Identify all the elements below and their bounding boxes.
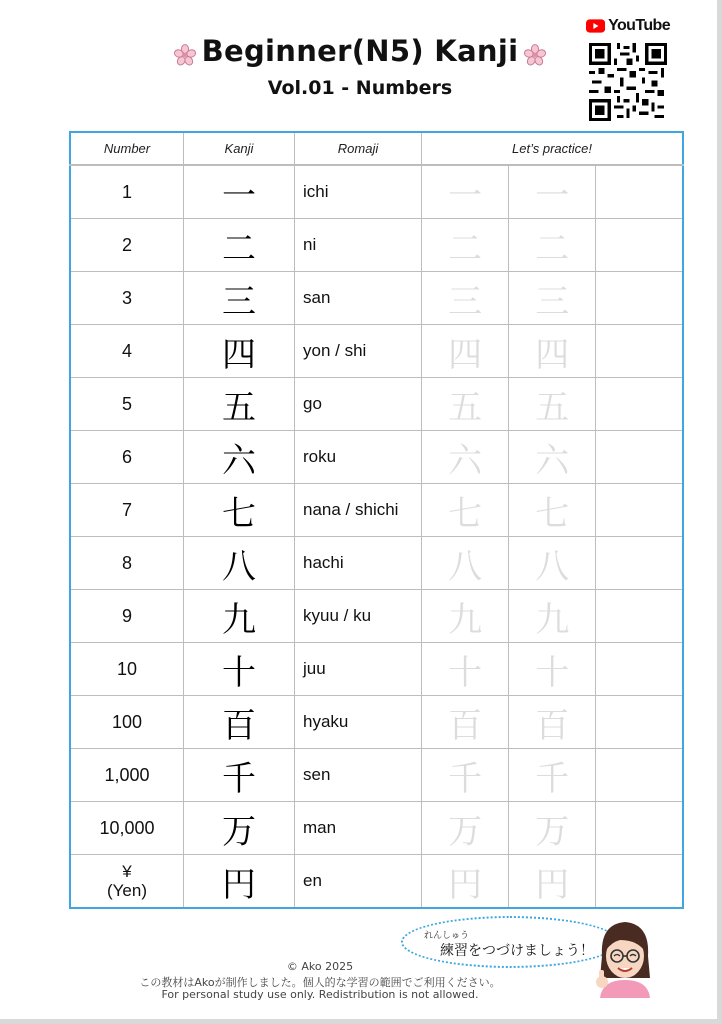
kanji-cell: 万	[184, 802, 295, 855]
romaji-cell: hyaku	[295, 696, 422, 749]
trace-practice-cell[interactable]: 十	[509, 643, 596, 696]
blank-practice-cell[interactable]	[596, 590, 683, 643]
kanji-cell: 六	[184, 431, 295, 484]
trace-practice-cell[interactable]: 六	[509, 431, 596, 484]
table-row	[70, 431, 683, 484]
column-header-romaji: Romaji	[295, 132, 422, 165]
number-cell: 2	[70, 219, 184, 272]
kanji-cell: 四	[184, 325, 295, 378]
trace-practice-cell[interactable]: 万	[422, 802, 509, 855]
title-text: Beginner(N5) Kanji	[201, 34, 519, 68]
table-row	[70, 537, 683, 590]
romaji-cell: ni	[295, 219, 422, 272]
table-row	[70, 855, 683, 909]
furigana-reading: れんしゅう	[424, 931, 470, 941]
blank-practice-cell[interactable]	[596, 802, 683, 855]
romaji-cell: kyuu / ku	[295, 590, 422, 643]
teacher-avatar	[590, 916, 660, 998]
trace-practice-cell[interactable]: 一	[509, 165, 596, 219]
romaji-cell: ichi	[295, 165, 422, 219]
trace-practice-cell[interactable]: 九	[422, 590, 509, 643]
trace-practice-cell[interactable]: 九	[509, 590, 596, 643]
kanji-cell: 九	[184, 590, 295, 643]
romaji-cell: roku	[295, 431, 422, 484]
number-cell: 4	[70, 325, 184, 378]
number-cell: 6	[70, 431, 184, 484]
column-header-practice: Let’s practice!	[422, 132, 684, 165]
trace-practice-cell[interactable]: 四	[509, 325, 596, 378]
romaji-cell: san	[295, 272, 422, 325]
page-title	[150, 34, 570, 68]
copyright-text: © Ako 2025	[286, 960, 354, 973]
trace-practice-cell[interactable]: 千	[509, 749, 596, 802]
trace-practice-cell[interactable]: 十	[422, 643, 509, 696]
number-cell: ¥ (Yen)	[70, 855, 184, 909]
trace-practice-cell[interactable]: 三	[509, 272, 596, 325]
sakura-flower-icon	[174, 39, 196, 61]
number-cell: 1,000	[70, 749, 184, 802]
table-row	[70, 272, 683, 325]
number-cell: 9	[70, 590, 184, 643]
trace-practice-cell[interactable]: 五	[422, 378, 509, 431]
romaji-cell: sen	[295, 749, 422, 802]
romaji-cell: nana / shichi	[295, 484, 422, 537]
trace-practice-cell[interactable]: 三	[422, 272, 509, 325]
kanji-cell: 千	[184, 749, 295, 802]
kanji-cell: 二	[184, 219, 295, 272]
trace-practice-cell[interactable]: 一	[422, 165, 509, 219]
table-row	[70, 696, 683, 749]
usage-note-english: For personal study use only. Redistribution is not allowed.	[161, 988, 479, 1001]
blank-practice-cell[interactable]	[596, 537, 683, 590]
romaji-cell: go	[295, 378, 422, 431]
trace-practice-cell[interactable]: 六	[422, 431, 509, 484]
youtube-play-icon	[586, 17, 605, 35]
number-cell: 100	[70, 696, 184, 749]
kanji-cell: 三	[184, 272, 295, 325]
trace-practice-cell[interactable]: 四	[422, 325, 509, 378]
romaji-cell: en	[295, 855, 422, 909]
table-row	[70, 643, 683, 696]
romaji-cell: man	[295, 802, 422, 855]
table-row	[70, 325, 683, 378]
blank-practice-cell[interactable]	[596, 484, 683, 537]
number-cell: 1	[70, 165, 184, 219]
sakura-flower-icon	[524, 39, 546, 61]
romaji-cell: juu	[295, 643, 422, 696]
qr-code-icon[interactable]	[589, 43, 667, 121]
table-row	[70, 165, 683, 219]
blank-practice-cell[interactable]	[596, 855, 683, 909]
kanji-practice-table	[69, 131, 684, 909]
blank-practice-cell[interactable]	[596, 219, 683, 272]
blank-practice-cell[interactable]	[596, 325, 683, 378]
kanji-cell: 一	[184, 165, 295, 219]
trace-practice-cell[interactable]: 二	[509, 219, 596, 272]
kanji-cell: 八	[184, 537, 295, 590]
number-cell: 8	[70, 537, 184, 590]
trace-practice-cell[interactable]: 二	[422, 219, 509, 272]
blank-practice-cell[interactable]	[596, 378, 683, 431]
trace-practice-cell[interactable]: 八	[509, 537, 596, 590]
table-row	[70, 378, 683, 431]
trace-practice-cell[interactable]: 八	[422, 537, 509, 590]
usage-note-japanese: この教材はAkoが制作しました。個人的な学習の範囲でご利用ください。	[139, 976, 501, 989]
number-cell: 7	[70, 484, 184, 537]
number-cell: 5	[70, 378, 184, 431]
blank-practice-cell[interactable]	[596, 165, 683, 219]
kanji-cell: 百	[184, 696, 295, 749]
number-cell: 3	[70, 272, 184, 325]
trace-practice-cell[interactable]: 七	[509, 484, 596, 537]
blank-practice-cell[interactable]	[596, 643, 683, 696]
trace-practice-cell[interactable]: 五	[509, 378, 596, 431]
kanji-cell: 七	[184, 484, 295, 537]
trace-practice-cell[interactable]: 百	[509, 696, 596, 749]
romaji-cell: hachi	[295, 537, 422, 590]
blank-practice-cell[interactable]	[596, 749, 683, 802]
number-cell: 10	[70, 643, 184, 696]
table-row	[70, 749, 683, 802]
youtube-label: YouTube	[608, 17, 670, 34]
kanji-cell: 円	[184, 855, 295, 909]
trace-practice-cell[interactable]: 七	[422, 484, 509, 537]
table-row	[70, 802, 683, 855]
number-cell: 10,000	[70, 802, 184, 855]
youtube-link[interactable]	[586, 14, 670, 38]
blank-practice-cell[interactable]	[596, 272, 683, 325]
encouragement-text: 練習をつづけましょう！	[440, 943, 594, 959]
column-header-number: Number	[70, 132, 184, 165]
table-row	[70, 590, 683, 643]
table-header-row	[70, 132, 683, 165]
romaji-cell: yon / shi	[295, 325, 422, 378]
trace-practice-cell[interactable]: 千	[422, 749, 509, 802]
kanji-cell: 五	[184, 378, 295, 431]
trace-practice-cell[interactable]: 百	[422, 696, 509, 749]
trace-practice-cell[interactable]: 万	[509, 802, 596, 855]
blank-practice-cell[interactable]	[596, 696, 683, 749]
table-row	[70, 484, 683, 537]
kanji-cell: 十	[184, 643, 295, 696]
column-header-kanji: Kanji	[184, 132, 295, 165]
blank-practice-cell[interactable]	[596, 431, 683, 484]
table-row	[70, 219, 683, 272]
page-subtitle: Vol.01 - Numbers	[267, 77, 453, 99]
trace-practice-cell[interactable]: 円	[509, 855, 596, 909]
trace-practice-cell[interactable]: 円	[422, 855, 509, 909]
